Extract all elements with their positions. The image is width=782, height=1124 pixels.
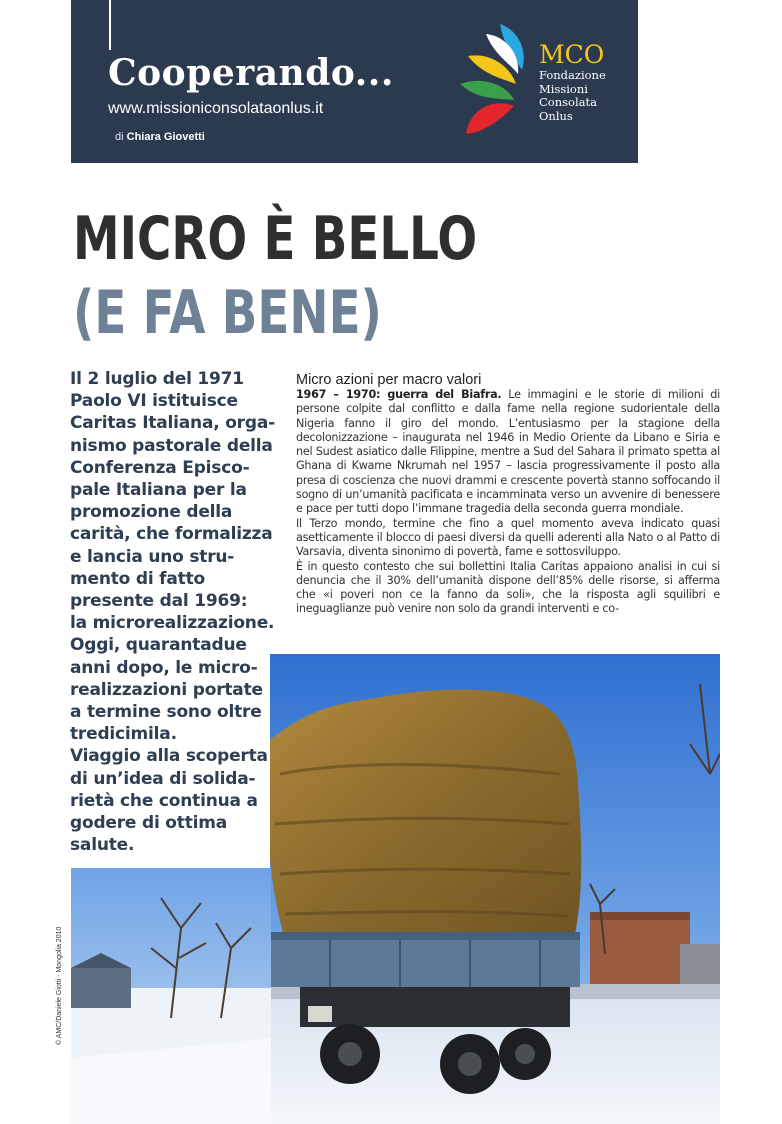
photo-hay-truck <box>270 654 720 1124</box>
byline-prefix: di <box>115 131 124 143</box>
logo-text <box>539 42 606 123</box>
paragraph-kicker: 1967 – 1970: guerra del Biafra. <box>296 388 502 401</box>
paragraph-1 <box>296 388 720 517</box>
header-url[interactable]: www.missioniconsolataonlus.it <box>108 100 324 117</box>
logo-acronym: MCO <box>539 40 605 69</box>
photo-credit: © AMC/Daniele Giotti - Mongolia 2010 <box>56 926 63 1045</box>
byline <box>115 131 205 143</box>
paragraph-2: Il Terzo mondo, termine che fino a quel momento aveva indicato quasi asetticamente il blocco di paesi diversi da quelli aderenti alla Nato o al Patto di Varsavia, diventa sinonimo di povertà, fame e sottosviluppo. <box>296 516 720 559</box>
logo-line: Fondazione <box>539 68 606 82</box>
mco-logo-icon <box>456 22 536 142</box>
photo-snowy-village <box>71 868 271 1124</box>
article-subhead: Micro azioni per macro valori <box>296 372 482 388</box>
logo-line: Missioni <box>539 81 588 96</box>
lead-paragraph: Il 2 luglio del 1971 Paolo VI istituisce Caritas Italiana, orga- nismo pastorale della Conferenza Episco- pale Italiana per la promozione della carità, che formalizza e lancia uno stru- mento di fatto presente dal 1969: la microrealizzazione. Oggi, quarantadue anni dopo, le micro- realizzazioni portate a termine sono oltre tredicimila. Viaggio alla scoperta di un’idea di solida- rietà che continua a godere di ottima salute. <box>70 369 275 856</box>
logo-lines <box>539 69 606 123</box>
logo-line: Onlus <box>539 108 573 123</box>
header-title: Cooperando... <box>108 52 394 94</box>
paragraph-1-text: Le immagini e le storie di milioni di persone colpite dal conflitto e dalla fame nella regione sudorientale della Nigeria fanno il giro del mondo. L’entusiasmo per la stagione della decolonizzazione – inaugurata nel 1946 in Medio Oriente da Libano e Siria e nel Sudest asiatico dalle Filippine, mentre a Sud del Sahara il primato spetta al Ghana di Kwame Nkrumah nel 1957 – lascia progressivamente il posto alla presa di coscienza che nuovi drammi e crescente povertà stanno soffocando il sogno di un’umanità pacificata e incamminata verso un avvenire di benessere e pace per tutti dopo l’immane tragedia della seconda guerra mondiale. <box>296 388 720 516</box>
logo-line: Consolata <box>539 95 597 109</box>
header-rule <box>109 0 111 50</box>
paragraph-3: È in questo contesto che sui bollettini Italia Caritas appaiono analisi in cui si denuncia che il 30% dell’umanità dispone dell’85% delle risorse, si afferma che «i poveri non ce la fanno da soli», che la risposta agli squilibri e ineguaglianze può venire non solo da grandi interventi e co- <box>296 559 720 616</box>
article-column <box>296 372 720 617</box>
headline-line-2: (E FA BENE) <box>73 278 382 348</box>
author-name: Chiara Giovetti <box>126 131 205 143</box>
headline-line-1: MICRO È BELLO <box>73 204 478 274</box>
article-body <box>296 388 720 617</box>
header-banner <box>71 0 638 163</box>
